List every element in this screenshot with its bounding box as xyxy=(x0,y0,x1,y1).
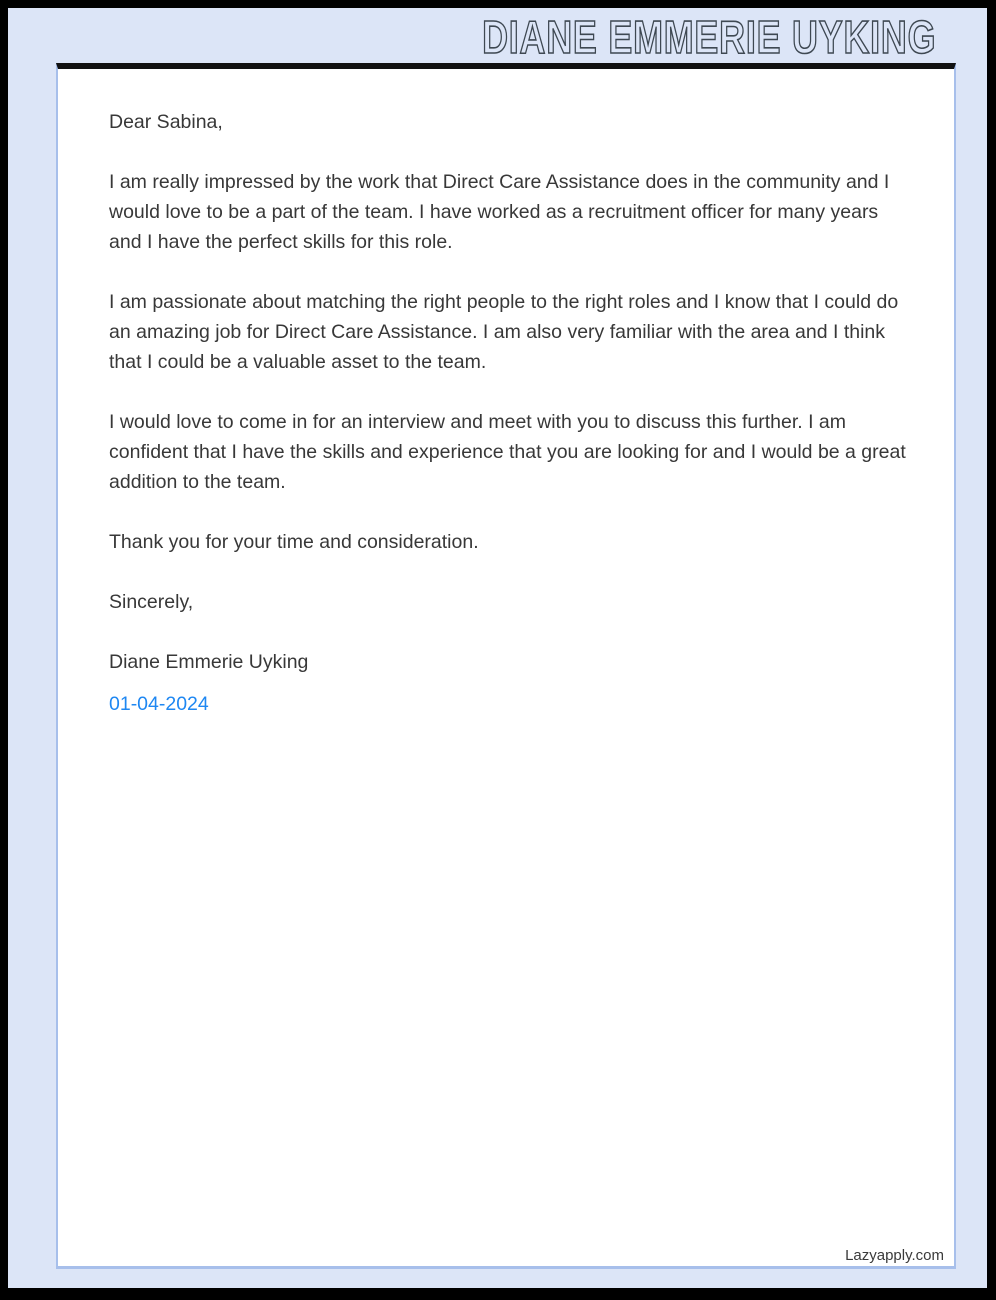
signature-name: Diane Emmerie Uyking xyxy=(109,651,309,673)
letter-date: 01-04-2024 xyxy=(109,693,209,715)
salutation: Dear Sabina, xyxy=(109,111,223,133)
letter-paragraph: I am really impressed by the work that Direct Care Assistance does in the community and I would love to be a part of the team. I have worked as a recruitment officer for many years and I have the perfect skills for this role. xyxy=(109,171,890,253)
letter-sheet xyxy=(56,63,956,1269)
letter-body xyxy=(58,69,954,719)
letter-paragraphs xyxy=(109,167,908,557)
signoff: Sincerely, xyxy=(109,591,194,613)
footer-branding: Lazyapply.com xyxy=(845,1247,944,1264)
letter-paragraph: I would love to come in for an interview and meet with you to discuss this further. I am confident that I have the skills and experience that you are looking for and I would be a great addition to the team. xyxy=(109,411,906,493)
letter-paragraph: I am passionate about matching the right people to the right roles and I know that I could do an amazing job for Direct Care Assistance. I am also very familiar with the area and I think that I could be a valuable asset to the team. xyxy=(109,291,899,373)
letter-paragraph: Thank you for your time and consideration. xyxy=(109,531,479,553)
applicant-name-heading: DIANE EMMERIE UYKING xyxy=(481,11,936,63)
